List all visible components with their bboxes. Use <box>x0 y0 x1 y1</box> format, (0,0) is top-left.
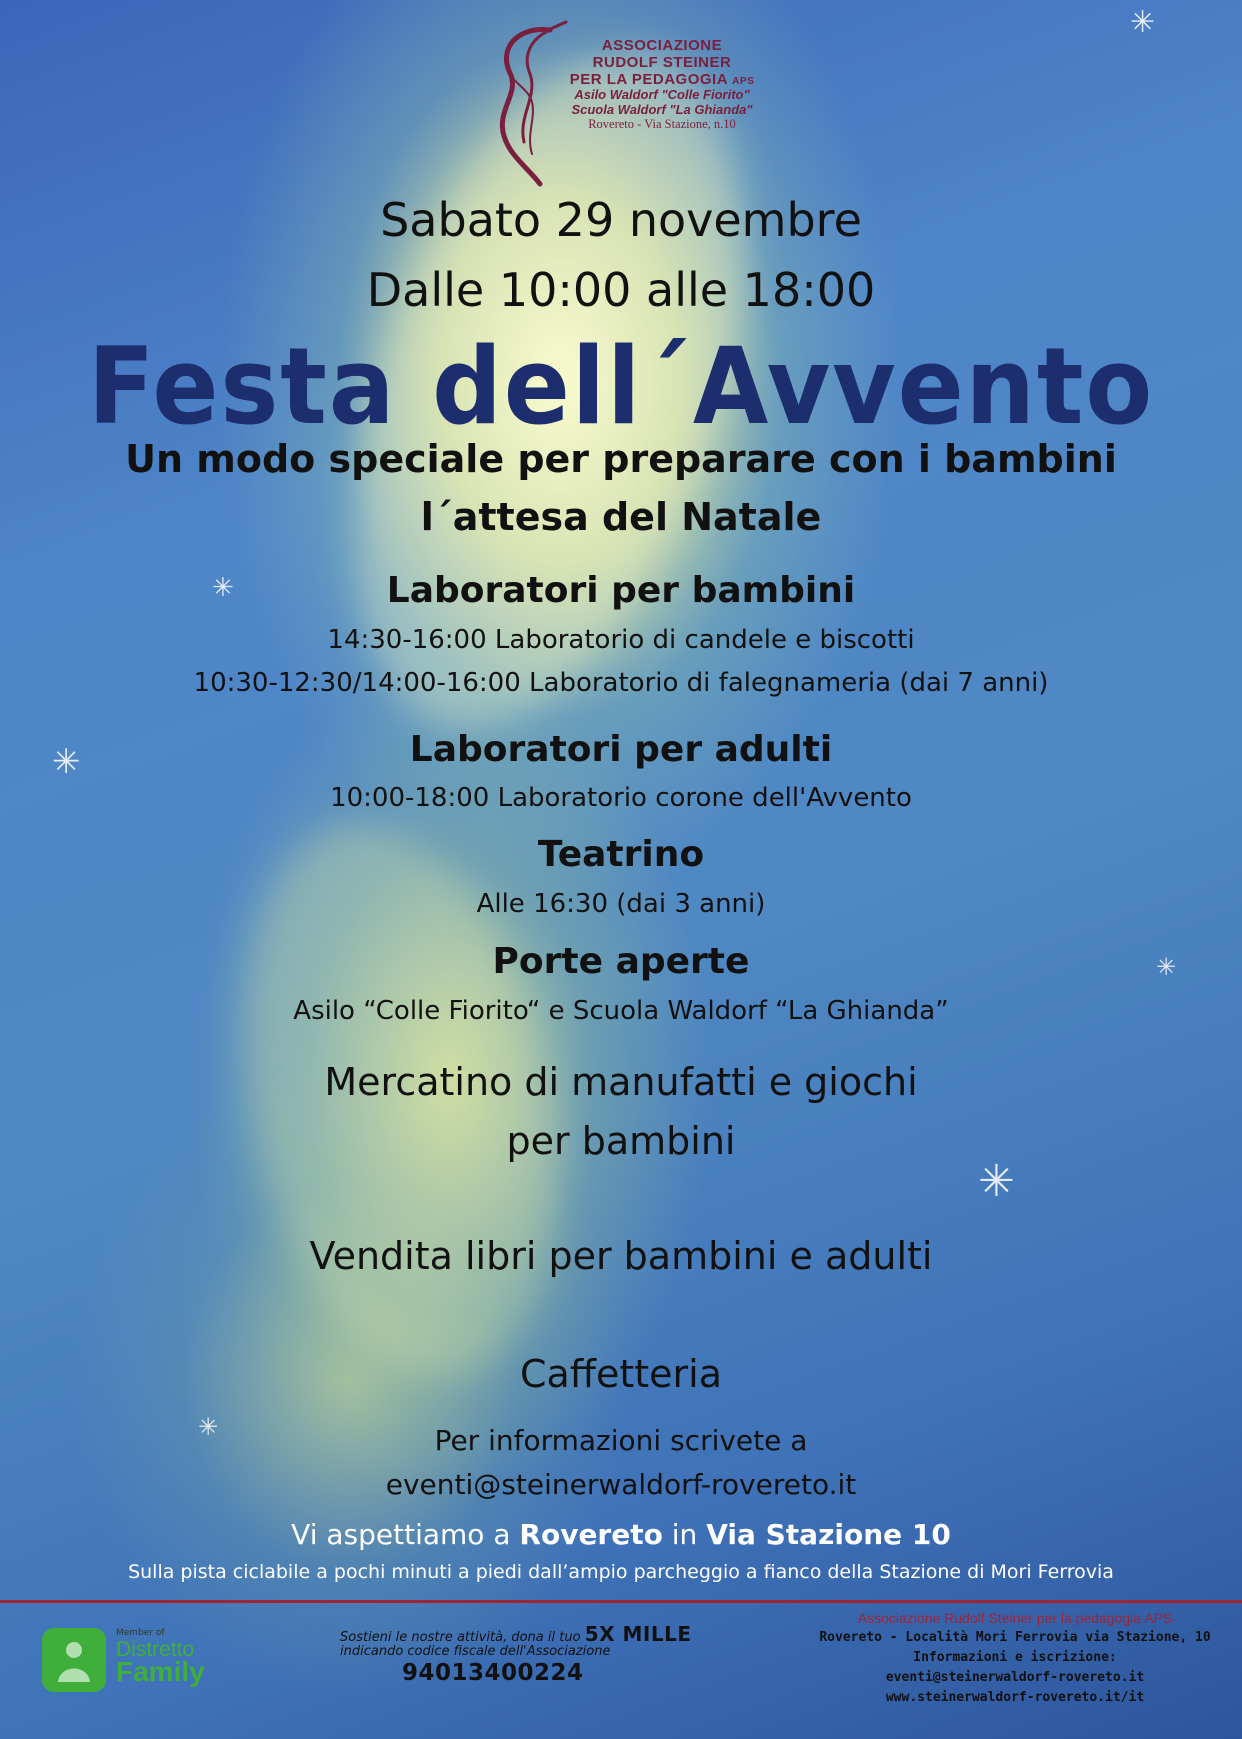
event-time: Dalle 10:00 alle 18:00 <box>366 263 876 317</box>
program-row: Alle 16:30 (dai 3 anni) <box>476 889 766 919</box>
five-mille-text <box>340 1622 691 1646</box>
logo-line: ASSOCIAZIONE <box>601 37 723 54</box>
welcome-prefix: Vi aspettiamo a <box>291 1518 511 1551</box>
logo-line: Scuola Waldorf "La Ghianda" <box>571 101 753 117</box>
logo-line: RUDOLF STEINER <box>592 53 732 71</box>
logo-line: Rovereto - Via Stazione, n.10 <box>588 117 736 132</box>
star-icon: ✳ <box>1130 5 1156 40</box>
event-title: Festa dell´Avvento <box>87 325 1155 448</box>
welcome-city: Rovereto <box>519 1518 663 1551</box>
cafe-text: Caffetteria <box>519 1352 723 1396</box>
event-subtitle: Un modo speciale per preparare con i bambini <box>125 437 1117 481</box>
info-text: Per informazioni scrivete a <box>434 1424 808 1457</box>
welcome-in: in <box>671 1518 698 1551</box>
books-text: Vendita libri per bambini e adulti <box>309 1234 933 1278</box>
welcome-line <box>0 1518 1242 1551</box>
logo-aps: APS <box>732 75 755 87</box>
welcome-street: Via Stazione 10 <box>706 1518 951 1551</box>
info-email[interactable]: eventi@steinerwaldorf-rovereto.it <box>385 1468 857 1501</box>
star-icon: ✳ <box>198 1413 219 1441</box>
logo-line <box>552 72 772 89</box>
five-mille-prefix: Sostieni le nostre attività, dona il tuo <box>340 1630 581 1645</box>
event-date: Sabato 29 novembre <box>380 193 862 247</box>
five-mille-label: 5X MILLE <box>584 1622 692 1646</box>
star-icon: ✳ <box>52 742 81 782</box>
logo-line-text: PER LA PEDAGOGIA <box>569 70 728 88</box>
footer-divider <box>0 1600 1242 1603</box>
program-row: 10:30-12:30/14:00-16:00 Laboratorio di falegnameria (dai 7 anni) <box>193 668 1049 698</box>
theater-heading: Teatrino <box>537 834 705 875</box>
five-mille-text: indicando codice fiscale dell'Associazione <box>340 1644 611 1659</box>
distretto-name: Distretto <box>116 1638 195 1661</box>
logo-text <box>552 38 772 131</box>
market-text: per bambini <box>506 1119 736 1163</box>
footer-email[interactable]: eventi@steinerwaldorf-rovereto.it <box>885 1670 1145 1685</box>
fiscal-code: 94013400224 <box>402 1660 584 1686</box>
star-icon: ✳ <box>212 573 234 603</box>
star-icon: ✳ <box>978 1156 1015 1207</box>
footer-info-label: Informazioni e iscrizione: <box>913 1650 1117 1665</box>
market-text: Mercatino di manufatti e giochi <box>324 1060 918 1104</box>
association-logo <box>488 18 773 188</box>
distretto-family-logo-icon <box>42 1628 106 1692</box>
adults-workshops-heading: Laboratori per adulti <box>409 729 833 770</box>
program-row: 10:00-18:00 Laboratorio corone dell'Avvento <box>330 783 912 813</box>
event-subtitle: l´attesa del Natale <box>420 495 822 539</box>
star-icon: ✳ <box>1156 953 1177 981</box>
footer-website[interactable]: www.steinerwaldorf-rovereto.it/it <box>885 1690 1145 1705</box>
footer-assoc-name: Associazione Rudolf Steiner per la pedagogia APS <box>857 1610 1173 1626</box>
distretto-member-label: Member of <box>116 1628 165 1638</box>
open-doors-heading: Porte aperte <box>492 941 750 982</box>
kids-workshops-heading: Laboratori per bambini <box>386 570 856 611</box>
footer-address: Rovereto - Località Mori Ferrovia via Stazione, 10 <box>819 1630 1211 1645</box>
logo-line: Asilo Waldorf "Colle Fiorito" <box>574 87 750 103</box>
distretto-name: Family <box>116 1656 205 1687</box>
location-note: Sulla pista ciclabile a pochi minuti a piedi dall’ampio parcheggio a fianco della Stazione di Mori Ferrovia <box>128 1561 1114 1583</box>
program-row: Asilo “Colle Fiorito“ e Scuola Waldorf “La Ghianda” <box>293 996 949 1026</box>
program-row: 14:30-16:00 Laboratorio di candele e biscotti <box>327 625 915 655</box>
